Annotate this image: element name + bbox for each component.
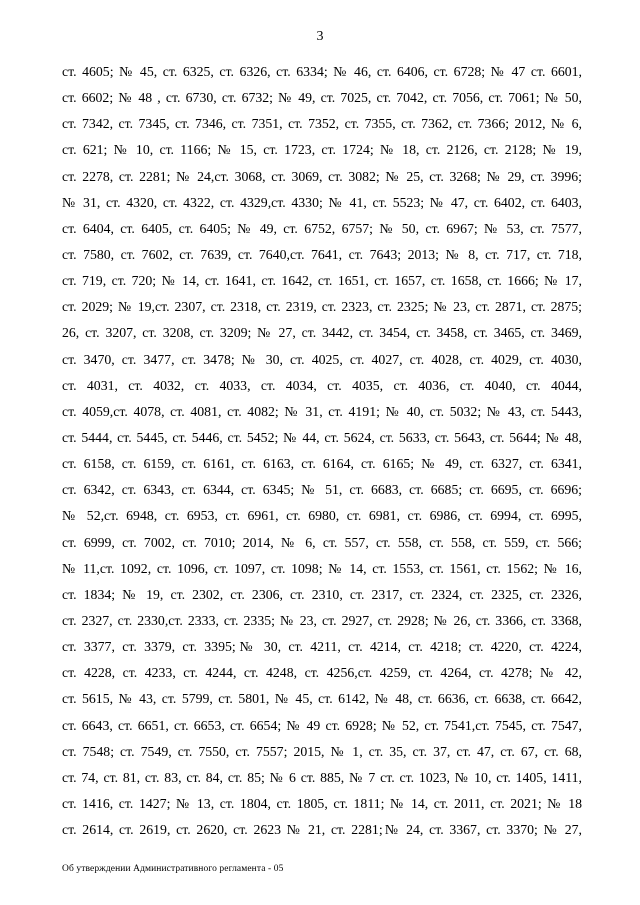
body-text <box>62 59 582 843</box>
text-line: № 31, ст. 4320, ст. 4322, ст. 4329,ст. 4330; № 41, ст. 5523; № 47, ст. 6402, ст. 6403, <box>62 194 582 210</box>
text-line: ст. 1834; № 19, ст. 2302, ст. 2306, ст. 2310, ст. 2317, ст. 2324, ст. 2325, ст. 2326, <box>62 586 582 602</box>
text-line: ст. 4605; № 45, ст. 6325, ст. 6326, ст. 6334; № 46, ст. 6406, ст. 6728; № 47 ст. 6601, <box>62 64 582 79</box>
text-line: ст. 74, ст. 81, ст. 83, ст. 84, ст. 85; № 6 ст. 885, № 7 ст. ст. 1023, № 10, ст. 1405, 1411, <box>62 769 582 785</box>
text-line: ст. 2327, ст. 2330,ст. 2333, ст. 2335; № 23, ст. 2927, ст. 2928; № 26, ст. 3366, ст. 3368, <box>62 612 582 628</box>
text-line: ст. 7580, ст. 7602, ст. 7639, ст. 7640,ст. 7641, ст. 7643; 2013; № 8, ст. 717, ст. 718, <box>62 246 582 262</box>
text-line: ст. 6602; № 48 , ст. 6730, ст. 6732; № 49, ст. 7025, ст. 7042, ст. 7056, ст. 7061; № 50, <box>62 90 582 106</box>
text-line: ст. 6342, ст. 6343, ст. 6344, ст. 6345; № 51, ст. 6683, ст. 6685; ст. 6695, ст. 6696; <box>62 482 582 498</box>
text-line: № 52,ст. 6948, ст. 6953, ст. 6961, ст. 6980, ст. 6981, ст. 6986, ст. 6994, ст. 6995, <box>62 508 582 524</box>
text-line: ст. 3470, ст. 3477, ст. 3478; № 30, ст. 4025, ст. 4027, ст. 4028, ст. 4029, ст. 4030, <box>62 351 582 367</box>
text-line: ст. 5615, № 43, ст. 5799, ст. 5801, № 45, ст. 6142, № 48, ст. 6636, ст. 6638, ст. 6642, <box>62 691 582 707</box>
text-line: ст. 719, ст. 720; № 14, ст. 1641, ст. 1642, ст. 1651, ст. 1657, ст. 1658, ст. 1666; № 17, <box>62 273 582 289</box>
text-line: № 11,ст. 1092, ст. 1096, ст. 1097, ст. 1098; № 14, ст. 1553, ст. 1561, ст. 1562; № 16, <box>62 560 582 576</box>
text-line: ст. 7548; ст. 7549, ст. 7550, ст. 7557; 2015, № 1, ст. 35, ст. 37, ст. 47, ст. 67, ст. 68, <box>62 743 582 759</box>
text-line: ст. 7342, ст. 7345, ст. 7346, ст. 7351, ст. 7352, ст. 7355, ст. 7362, ст. 7366; 2012, № 6, <box>62 116 582 132</box>
text-line: ст. 2278, ст. 2281; № 24,ст. 3068, ст. 3069, ст. 3082; № 25, ст. 3268; № 29, ст. 3996; <box>62 168 582 184</box>
text-line: ст. 2614, ст. 2619, ст. 2620, ст. 2623 № 21, ст. 2281;№ 24, ст. 3367, ст. 3370; № 27, <box>62 822 582 838</box>
text-line: ст. 2029; № 19,ст. 2307, ст. 2318, ст. 2319, ст. 2323, ст. 2325; № 23, ст. 2871, ст. 2875; <box>62 299 582 315</box>
text-line: ст. 4228, ст. 4233, ст. 4244, ст. 4248, ст. 4256,ст. 4259, ст. 4264, ст. 4278; № 42, <box>62 665 582 681</box>
text-line: ст. 4031, ст. 4032, ст. 4033, ст. 4034, ст. 4035, ст. 4036, ст. 4040, ст. 4044, <box>62 377 582 393</box>
text-line: ст. 5444, ст. 5445, ст. 5446, ст. 5452; № 44, ст. 5624, ст. 5633, ст. 5643, ст. 5644; № 48, <box>62 429 582 445</box>
text-line: ст. 6158, ст. 6159, ст. 6161, ст. 6163, ст. 6164, ст. 6165; № 49, ст. 6327, ст. 6341, <box>62 456 582 472</box>
page-number: 3 <box>316 29 324 44</box>
text-line: ст. 4059,ст. 4078, ст. 4081, ст. 4082; № 31, ст. 4191; № 40, ст. 5032; № 43, ст. 5443, <box>62 403 582 419</box>
text-line: ст. 6404, ст. 6405, ст. 6405; № 49, ст. 6752, 6757; № 50, ст. 6967; № 53, ст. 7577, <box>62 220 582 236</box>
text-line: ст. 3377, ст. 3379, ст. 3395;№ 30, ст. 4211, ст. 4214, ст. 4218; ст. 4220, ст. 4224, <box>62 639 582 655</box>
text-line: ст. 6643, ст. 6651, ст. 6653, ст. 6654; № 49 ст. 6928; № 52, ст. 7541,ст. 7545, ст. 7547, <box>62 717 582 733</box>
text-line: ст. 6999, ст. 7002, ст. 7010; 2014, № 6, ст. 557, ст. 558, ст. 558, ст. 559, ст. 566; <box>62 534 582 550</box>
page-footer: Об утверждении Административного регламента - 05 <box>62 864 284 874</box>
text-line: ст. 1416, ст. 1427; № 13, ст. 1804, ст. 1805, ст. 1811; № 14, ст. 2011, ст. 2021; № 18 <box>62 795 582 811</box>
text-line: ст. 621; № 10, ст. 1166; № 15, ст. 1723, ст. 1724; № 18, ст. 2126, ст. 2128; № 19, <box>62 142 582 158</box>
text-line: 26, ст. 3207, ст. 3208, ст. 3209; № 27, ст. 3442, ст. 3454, ст. 3458, ст. 3465, ст. 3469, <box>62 325 582 341</box>
